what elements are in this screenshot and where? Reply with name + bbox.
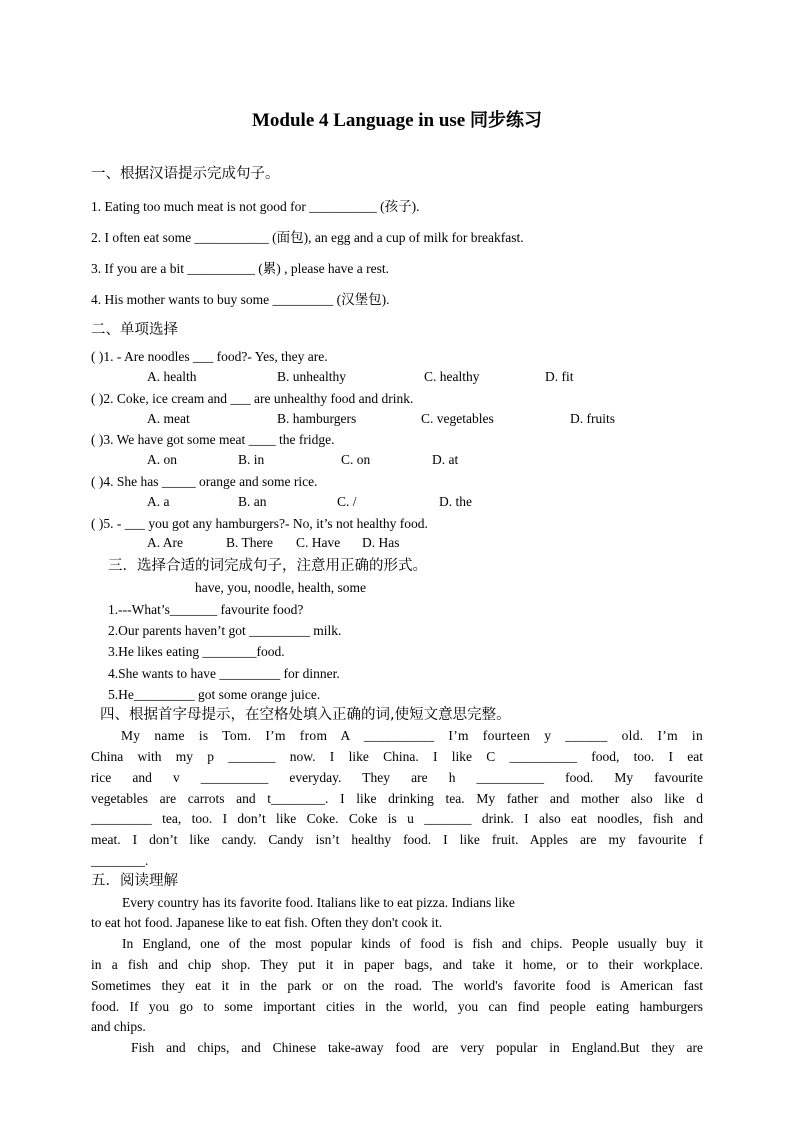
question-5-option-d: D. Has xyxy=(362,535,400,550)
reading-p3-line-1: Fish and chips, and Chinese take-away food are very popular in England.But they are xyxy=(131,1040,703,1055)
reading-p1-line-2: to eat hot food. Japanese like to eat fish. Often they don't cook it. xyxy=(91,915,443,930)
question-4-option-b: B. an xyxy=(238,494,267,509)
question-4-option-a: A. a xyxy=(147,494,170,509)
question-3-option-a: A. on xyxy=(147,452,177,467)
question-1-option-a: A. health xyxy=(147,369,197,384)
passage-line-7: ________. xyxy=(91,853,149,868)
question-3-option-c: C. on xyxy=(341,452,371,467)
question-1-option-b: B. unhealthy xyxy=(277,369,346,384)
question-3-option-d: D. at xyxy=(432,452,459,467)
section3-item-5: 5.He_________ got some orange juice. xyxy=(108,687,321,702)
section3-heading: 三．选择合适的词完成句子，注意用正确的形式。 xyxy=(108,558,427,574)
title-english: Module 4 Language in use xyxy=(251,110,470,131)
question-5-stem: ( )5. - ___ you got any hamburgers?- No, it’s not healthy food. xyxy=(91,516,428,531)
passage-line-1: My name is Tom. I’m from A __________ I’m fourteen y ______ old. I’m in xyxy=(121,728,703,743)
section1-item-4: 4. His mother wants to buy some _________ (汉堡包). xyxy=(91,292,390,307)
reading-p2-line-1: In England, one of the most popular kinds of food is fish and chips. People usually buy it xyxy=(122,936,703,951)
question-5-option-b: B. There xyxy=(226,535,273,550)
question-2-option-c: C. vegetables xyxy=(421,411,494,426)
reading-p2-line-3: Sometimes they eat it in the park or on the road. The world's favorite food is American fast xyxy=(91,978,703,993)
section3-item-3: 3.He likes eating ________food. xyxy=(108,644,285,659)
question-2-option-d: D. fruits xyxy=(570,411,615,426)
question-4-stem: ( )4. She has _____ orange and some rice. xyxy=(91,474,318,489)
question-1-stem: ( )1. - Are noodles ___ food?- Yes, they are. xyxy=(91,349,328,364)
question-2-stem: ( )2. Coke, ice cream and ___ are unhealthy food and drink. xyxy=(91,391,414,406)
passage-line-3: rice and v __________ everyday. They are h __________ food. My favourite xyxy=(91,770,703,785)
question-1-option-d: D. fit xyxy=(545,369,574,384)
question-5-option-a: A. Are xyxy=(147,535,183,550)
reading-p2-line-5: and chips. xyxy=(91,1019,146,1034)
passage-line-6: meat. I don’t like candy. Candy isn’t healthy food. I like fruit. Apples are my favourite f xyxy=(91,832,703,847)
reading-p1-line-1: Every country has its favorite food. Italians like to eat pizza. Indians like xyxy=(122,895,515,910)
section3-item-4: 4.She wants to have _________ for dinner. xyxy=(108,666,340,681)
question-2-option-b: B. hamburgers xyxy=(277,411,357,426)
section3-item-2: 2.Our parents haven’t got _________ milk. xyxy=(108,623,342,638)
word-bank: have, you, noodle, health, some xyxy=(195,580,366,595)
passage-line-4: vegetables are carrots and t________. I like drinking tea. My father and mother also like d xyxy=(91,791,703,806)
question-1-option-c: C. healthy xyxy=(424,369,480,384)
section5-heading: 五．阅读理解 xyxy=(91,873,178,889)
question-4-option-c: C. / xyxy=(337,494,357,509)
question-5-option-c: C. Have xyxy=(296,535,341,550)
reading-p2-line-4: food. If you go to some important cities in the world, you can find people eating hamburgers xyxy=(91,999,703,1014)
passage-line-2: China with my p _______ now. I like China. I like C __________ food, too. I eat xyxy=(91,749,703,764)
section2-heading: 二、单项选择 xyxy=(91,322,178,338)
question-4-option-d: D. the xyxy=(439,494,472,509)
section1-item-2: 2. I often eat some ___________ (面包), an egg and a cup of milk for breakfast. xyxy=(91,230,524,245)
section3-item-1: 1.---What’s_______ favourite food? xyxy=(108,602,304,617)
section4-heading: 四、根据首字母提示，在空格处填入正确的词,使短文意思完整。 xyxy=(100,707,511,723)
section1-heading: 一、根据汉语提示完成句子。 xyxy=(91,166,280,182)
question-3-stem: ( )3. We have got some meat ____ the fridge. xyxy=(91,432,335,447)
section1-item-3: 3. If you are a bit __________ (累) , please have a rest. xyxy=(91,261,390,276)
title-chinese: 同步练习 xyxy=(470,110,542,131)
page-title xyxy=(0,106,794,132)
passage-line-5: _________ tea, too. I don’t like Coke. Coke is u _______ drink. I also eat noodles, fish and xyxy=(91,811,703,826)
reading-p2-line-2: in a fish and chip shop. They put it in paper bags, and take it home, or to their workplace. xyxy=(91,957,703,972)
section1-item-1: 1. Eating too much meat is not good for __________ (孩子). xyxy=(91,199,420,214)
question-2-option-a: A. meat xyxy=(147,411,190,426)
question-3-option-b: B. in xyxy=(238,452,265,467)
